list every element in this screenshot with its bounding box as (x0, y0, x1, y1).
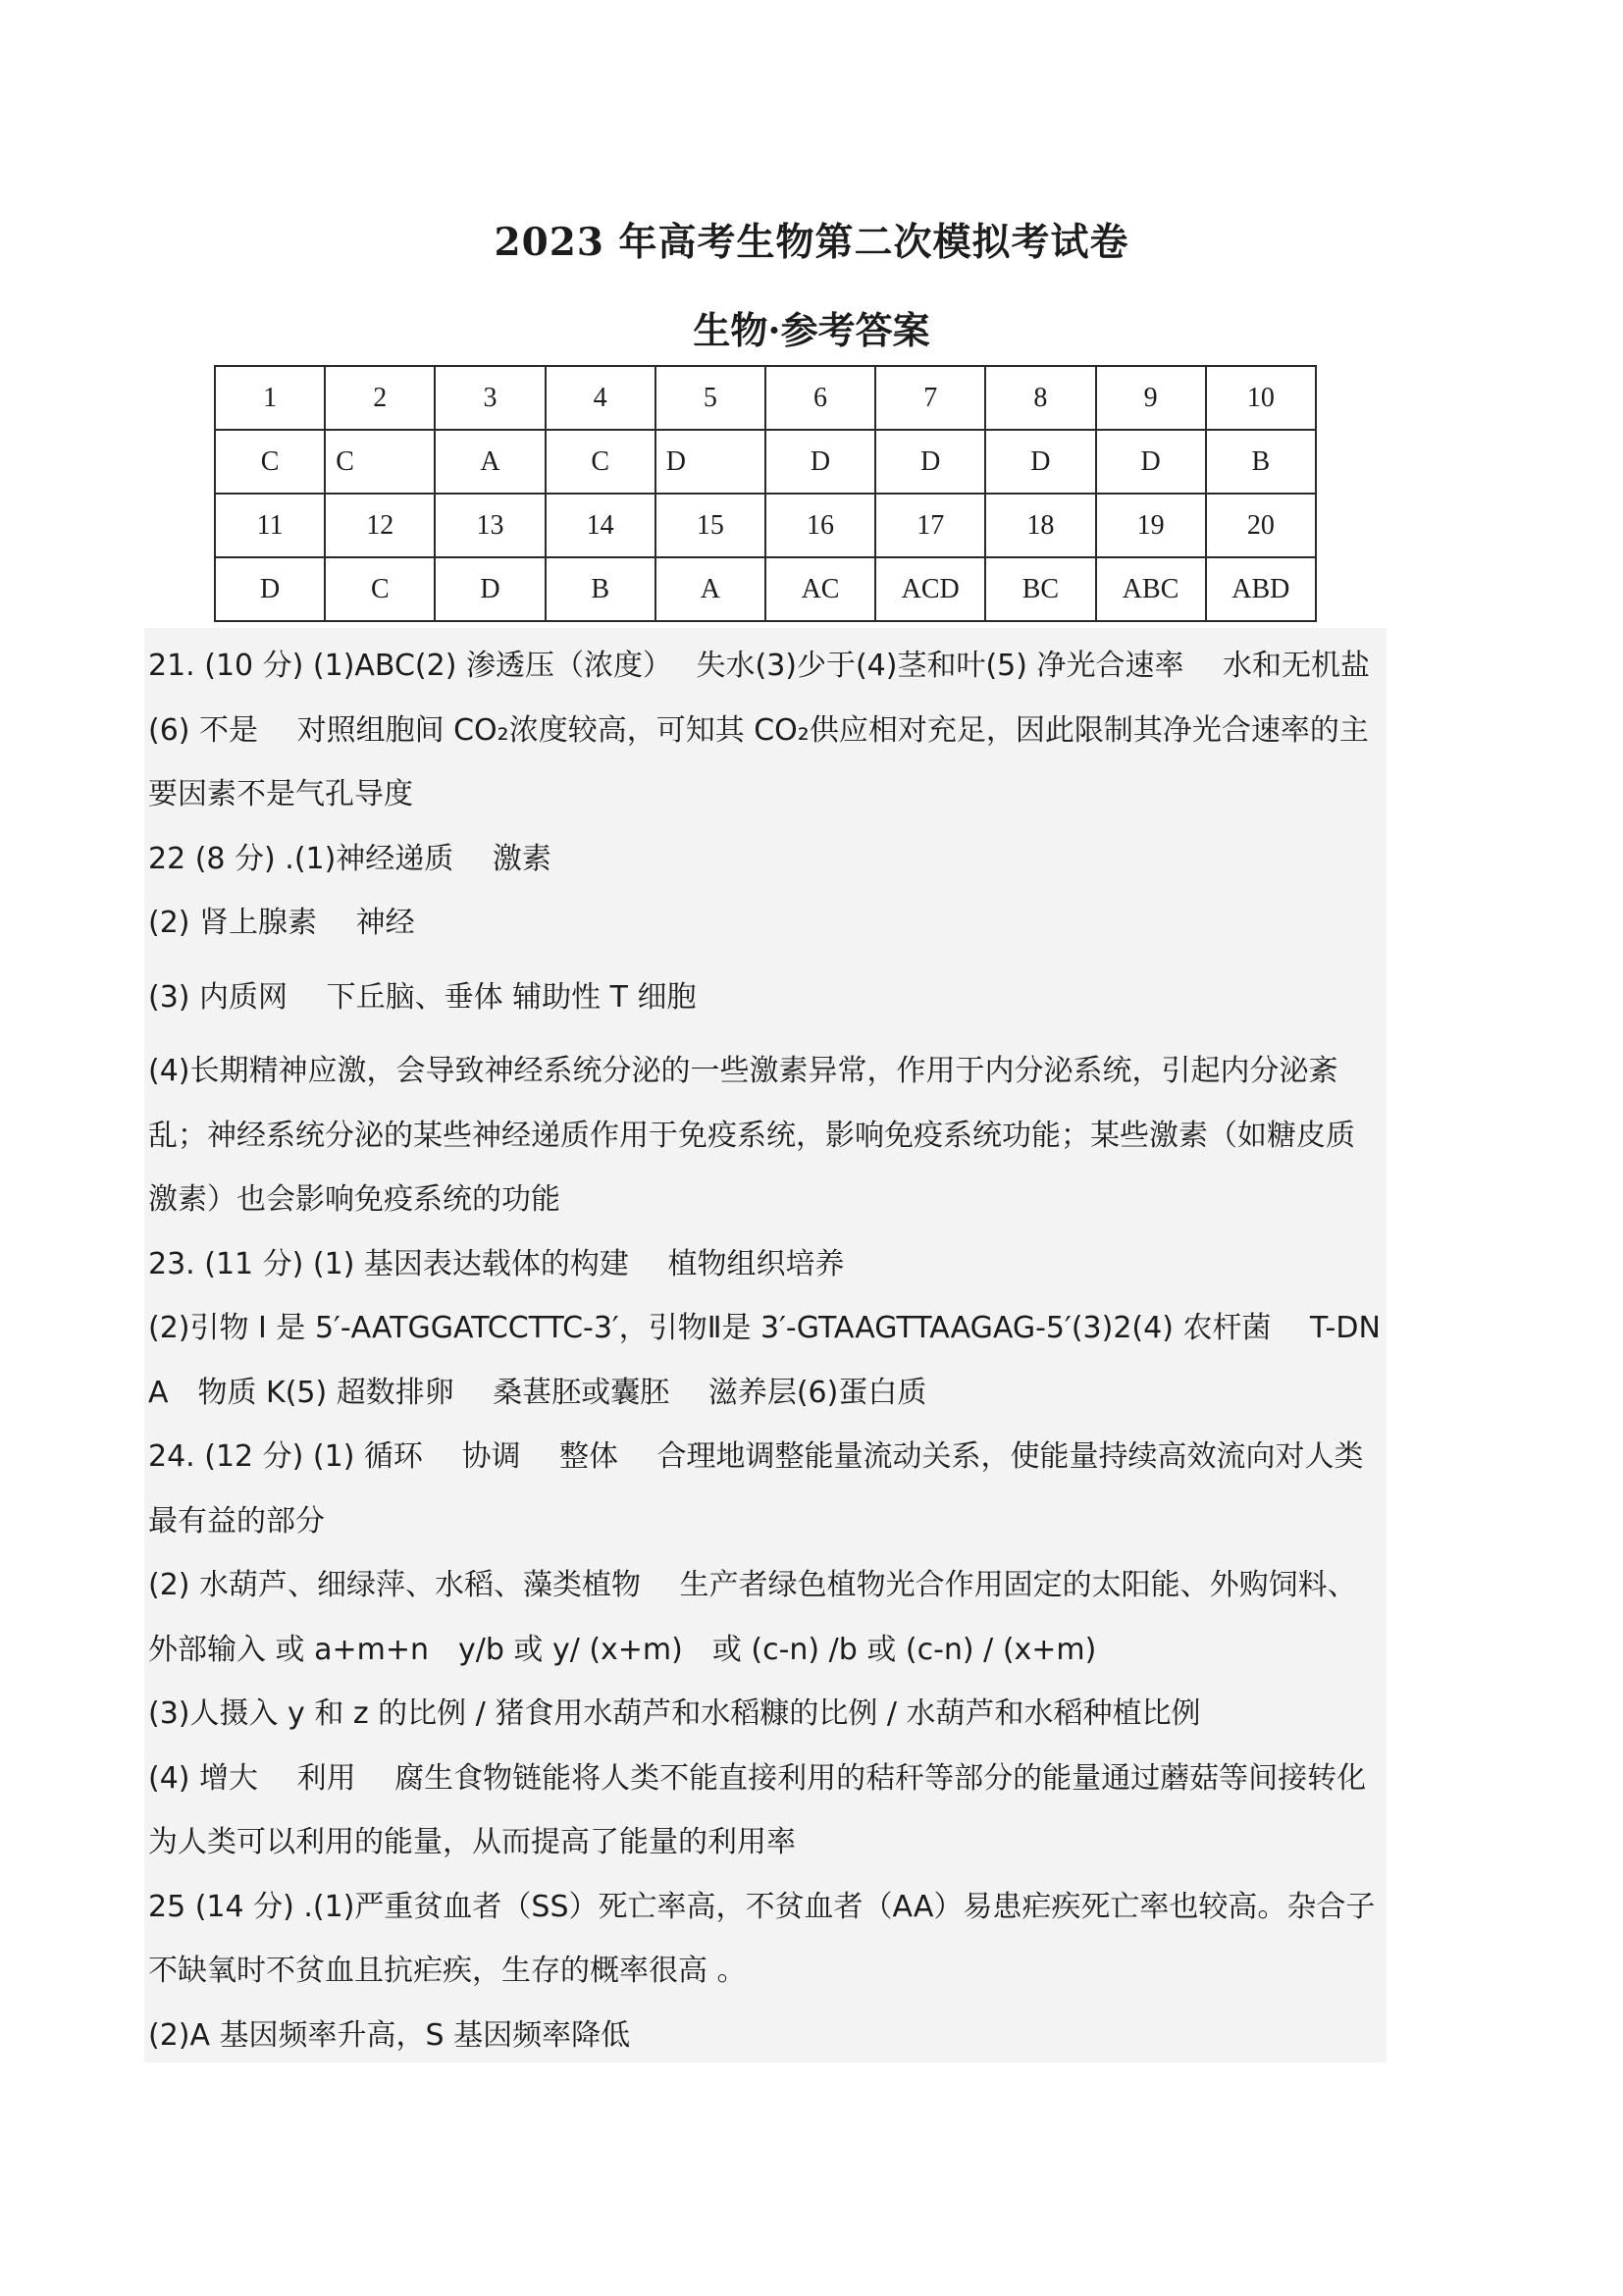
answer-paragraph: 21. (10 分) (1)ABC(2) 渗透压（浓度） 失水(3)少于(4)茎和叶(5) 净光合速率 水和无机盐 (148, 649, 1371, 683)
answer-paragraph: 23. (11 分) (1) 基因表达载体的构建 植物组织培养 (148, 1246, 845, 1281)
table-cell: 16 (765, 494, 875, 557)
table-cell: BC (985, 557, 1095, 621)
table-cell: 1 (215, 366, 325, 430)
table-cell: C (215, 430, 325, 494)
answer-paragraph: 22 (8 分) .(1)神经递质 激素 (148, 841, 551, 876)
page-title: 2023 年高考生物第二次模拟考试卷 (494, 220, 1129, 265)
table-cell: 4 (546, 366, 655, 430)
answer-paragraph: (6) 不是 对照组胞间 CO₂浓度较高，可知其 CO₂供应相对充足，因此限制其净光合速率的主要因素不是气孔导度 (148, 712, 1369, 811)
table-cell: 18 (985, 494, 1095, 557)
table-row (215, 557, 1316, 621)
table-cell: 10 (1206, 366, 1316, 430)
table-cell: D (875, 430, 985, 494)
table-cell: D (1096, 430, 1206, 494)
answer-paragraph: (4) 增大 利用 腐生食物链能将人类不能直接利用的秸秆等部分的能量通过蘑菇等间接转化为人类可以利用的能量，从而提高了能量的利用率 (148, 1760, 1367, 1859)
table-cell: D (985, 430, 1095, 494)
table-cell: B (1206, 430, 1316, 494)
answer-paragraph: 25 (14 分) .(1)严重贫血者（SS）死亡率高，不贫血者（AA）易患疟疾死亡率也较高。杂合子不缺氧时不贫血且抗疟疾，生存的概率很高 。 (148, 1889, 1376, 1988)
table-cell: 5 (655, 366, 765, 430)
table-row (215, 494, 1316, 557)
table-cell: 12 (325, 494, 435, 557)
table-cell: 13 (435, 494, 545, 557)
page-subtitle: 生物·参考答案 (693, 308, 930, 352)
table-cell: 19 (1096, 494, 1206, 557)
table-row (215, 366, 1316, 430)
table-row (215, 430, 1316, 494)
table-cell: D (435, 557, 545, 621)
answer-paragraph: (2)A 基因频率升高，S 基因频率降低 (148, 2017, 631, 2053)
table-cell: 8 (985, 366, 1095, 430)
answer-table (214, 365, 1317, 622)
table-cell: ABD (1206, 557, 1316, 621)
table-cell: 11 (215, 494, 325, 557)
table-cell: C (325, 430, 435, 494)
answer-paragraph: 24. (12 分) (1) 循环 协调 整体 合理地调整能量流动关系，使能量持续高效流向对人类最有益的部分 (148, 1439, 1364, 1539)
table-cell: D (215, 557, 325, 621)
answer-paragraph: (2) 水葫芦、细绿萍、水稻、藻类植物 生产者绿色植物光合作用固定的太阳能、外购饲料、外部输入 或 a+m+n y/b 或 y/ (x+m) 或 (c-n) /b 或 (c-n) / (x+m) (148, 1568, 1357, 1667)
table-cell: D (655, 430, 765, 494)
answer-explanations (144, 628, 1387, 2062)
table-cell: ACD (875, 557, 985, 621)
table-cell: C (546, 430, 655, 494)
table-cell: A (655, 557, 765, 621)
table-cell: 7 (875, 366, 985, 430)
table-cell: 15 (655, 494, 765, 557)
table-cell: 17 (875, 494, 985, 557)
answer-paragraph: (3) 内质网 下丘脑、垂体 辅助性 T 细胞 (148, 979, 697, 1015)
table-cell: 20 (1206, 494, 1316, 557)
table-cell: A (435, 430, 545, 494)
table-cell: C (325, 557, 435, 621)
table-cell: 14 (546, 494, 655, 557)
table-cell: D (765, 430, 875, 494)
table-cell: B (546, 557, 655, 621)
table-cell: AC (765, 557, 875, 621)
table-cell: ABC (1096, 557, 1206, 621)
answer-paragraph: (2)引物 I 是 5′-AATGGATCCTTC-3′，引物Ⅱ是 3′-GTAAGTTAAGAG-5′(3)2(4) 农杆菌 T-DNA 物质 K(5) 超数排卵 桑葚胚或囊胚 滋养层(6)蛋白质 (148, 1311, 1381, 1410)
table-cell: 2 (325, 366, 435, 430)
answer-paragraph: (2) 肾上腺素 神经 (148, 906, 415, 940)
table-cell: 3 (435, 366, 545, 430)
answer-paragraph: (3)人摄入 y 和 z 的比例 / 猪食用水葫芦和水稻糠的比例 / 水葫芦和水稻种植比例 (148, 1696, 1201, 1731)
answer-paragraph: (4)长期精神应激，会导致神经系统分泌的一些激素异常，作用于内分泌系统，引起内分泌紊乱；神经系统分泌的某些神经递质作用于免疫系统，影响免疫系统功能；某些激素（如糖皮质激素）也会影响免疫系统的功能 (148, 1054, 1355, 1217)
table-cell: 6 (765, 366, 875, 430)
table-cell: 9 (1096, 366, 1206, 430)
